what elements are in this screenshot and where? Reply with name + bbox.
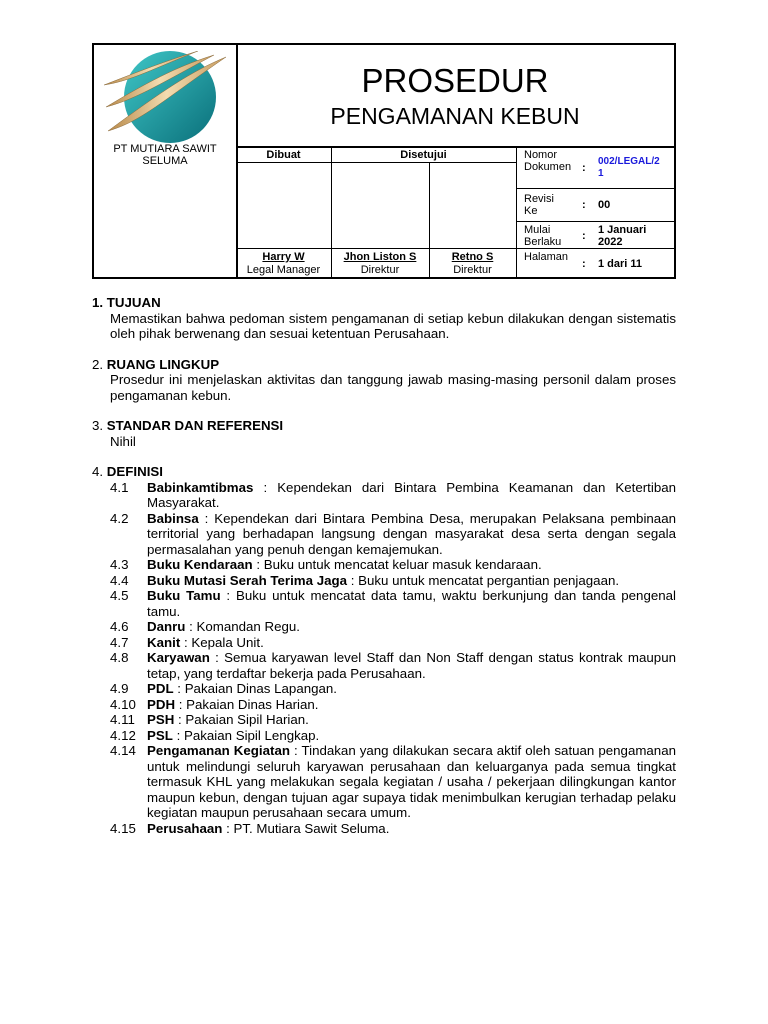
definition-item (110, 573, 676, 589)
section-text: Memastikan bahwa pedoman sistem pengamanan di setiap kebun dilakukan dengan sistematis oleh pihak berwenang dan sesuai ketentuan Perusahaan. (110, 310, 676, 341)
doc-number: 002/LEGAL/21 (598, 156, 660, 179)
definition-item (110, 557, 676, 573)
definition-number: 4.14 (110, 743, 136, 758)
definition-item (110, 635, 676, 651)
definition-term: Danru (147, 619, 186, 634)
definition-text (147, 573, 676, 589)
definition-desc: : Komandan Regu. (185, 619, 300, 634)
signer-role: Direktur (360, 264, 400, 276)
page-subtitle: PENGAMANAN KEBUN (330, 103, 580, 129)
page-title: PROSEDUR (361, 62, 549, 99)
definition-desc: : Semua karyawan level Staff dan Non Staff dengan status kontrak maupun tetap, yang terdaftar bekerja pada Perusahaan. (147, 650, 676, 681)
definition-term: Babinsa (147, 510, 199, 526)
definition-number: 4.4 (110, 572, 129, 588)
definition-term: PDL (147, 681, 174, 696)
section-title: 1. TUJUAN (92, 295, 161, 310)
definition-number: 4.6 (110, 619, 129, 634)
definition-number: 4.10 (110, 696, 136, 712)
meta-colon: : (582, 162, 586, 174)
approved-label: Disetujui (400, 149, 447, 161)
effective-date: 1 Januari 2022 (598, 224, 647, 248)
company-logo-icon (102, 51, 226, 143)
definition-item (110, 697, 676, 713)
definition-text (147, 480, 676, 511)
title-cell (236, 45, 674, 148)
definition-text (147, 511, 676, 558)
definition-term: PDH (147, 696, 176, 712)
definition-text (147, 697, 676, 713)
definition-desc: : Kepala Unit. (180, 634, 264, 650)
definition-desc: : Buku untuk mencatat data tamu, waktu berkunjung dan tanda pengenal tamu. (147, 588, 676, 619)
section-title: 4. DEFINISI (92, 464, 163, 479)
definition-number: 4.2 (110, 510, 129, 526)
definition-number: 4.8 (110, 650, 129, 665)
meta-label: Halaman (524, 251, 569, 263)
definition-term: PSH (147, 712, 175, 727)
definition-desc: : Pakaian Dinas Harian. (175, 696, 319, 712)
made-label: Dibuat (266, 149, 301, 161)
signer-name: Jhon Liston S (343, 251, 417, 263)
definition-text (147, 681, 676, 697)
document-header (92, 43, 676, 279)
definition-item (110, 650, 676, 681)
definition-term: Pengamanan Kegiatan (147, 743, 290, 758)
document-body (92, 295, 676, 836)
definition-item (110, 480, 676, 511)
definition-item (110, 588, 676, 619)
definition-desc: : Buku untuk mencatat pergantian penjagaan. (347, 572, 620, 588)
definition-term: Buku Mutasi Serah Terima Jaga (147, 572, 348, 588)
definition-text (147, 712, 676, 728)
meta-colon: : (582, 230, 586, 242)
meta-label: Mulai Berlaku (524, 224, 562, 248)
definition-desc: : PT. Mutiara Sawit Seluma. (222, 820, 390, 836)
definition-number: 4.11 (110, 712, 135, 727)
definition-term: Babinkamtibmas (147, 479, 254, 495)
definition-list (92, 480, 676, 837)
section-title: 2. RUANG LINGKUP (92, 356, 220, 372)
definition-item (110, 681, 676, 697)
definition-term: Perusahaan (147, 820, 223, 836)
grid-line (516, 248, 674, 249)
logo-cell (94, 45, 238, 277)
definition-number: 4.9 (110, 681, 129, 696)
definition-text (147, 619, 676, 635)
definition-text (147, 743, 676, 821)
definition-number: 4.5 (110, 588, 129, 603)
definition-term: Buku Kendaraan (147, 557, 253, 572)
definition-desc: : Pakaian Sipil Harian. (174, 712, 309, 727)
definition-item (110, 821, 676, 837)
definition-term: PSL (147, 727, 173, 743)
revision-value: 00 (598, 199, 611, 211)
definition-desc: : Buku untuk mencatat keluar masuk kendaraan. (252, 557, 542, 572)
page-number: 1 dari 11 (598, 258, 643, 270)
signer-role: Direktur (453, 264, 492, 276)
signer-role: Legal Manager (246, 264, 321, 276)
definition-term: Kanit (147, 634, 181, 650)
definition-text (147, 728, 676, 744)
grid-line (516, 221, 674, 222)
definition-text (147, 588, 676, 619)
section-title: 3. STANDAR DAN REFERENSI (92, 418, 284, 433)
grid-line (236, 248, 516, 249)
definition-term: Buku Tamu (147, 588, 221, 603)
definition-number: 4.3 (110, 557, 129, 572)
definition-text (147, 821, 676, 837)
definition-desc: : Kependekan dari Bintara Pembina Desa, merupakan Pelaksana pembinaan territorial yang berhadapan langsung dengan masyarakat desa serta dengan segala permasalahan yang penuh dengan kemajemukan. (147, 510, 676, 557)
definition-number: 4.7 (110, 634, 129, 650)
definition-desc: : Pakaian Dinas Lapangan. (173, 681, 337, 696)
grid-line (236, 162, 516, 163)
definition-item (110, 619, 676, 635)
definition-item (110, 712, 676, 728)
definition-term: Karyawan (147, 650, 210, 665)
definition-desc: : Tindakan yang dilakukan secara aktif oleh satuan pengamanan untuk melindungi seluruh karyawan perusahaan dan keluarganya pada semua tingkat termasuk KHL yang melakukan segala kegiatan / usaha / pekerjaan dilingkungan kantor maupun kebun, dengan tujuan agar supaya tidak menimbulkan kerugian terhadap pelaku kegiatan maupun perusahaan secara umum. (147, 743, 676, 820)
definition-item (110, 743, 676, 821)
grid-line (516, 146, 517, 277)
meta-label: Revisi Ke (524, 193, 554, 217)
definition-number: 4.1 (110, 479, 129, 495)
definition-number: 4.15 (110, 820, 136, 836)
signer-name: Retno S (451, 251, 494, 263)
section-text: Nihil (110, 433, 136, 449)
definition-text (147, 557, 676, 573)
signer-name: Harry W (262, 251, 305, 263)
meta-colon: : (582, 199, 586, 211)
section-text: Prosedur ini menjelaskan aktivitas dan tanggung jawab masing-masing personil dalam proses pengamanan kebun. (110, 372, 676, 403)
definition-desc: : Pakaian Sipil Lengkap. (172, 727, 320, 743)
definition-desc: : Kependekan dari Bintara Pembina Keamanan dan Ketertiban Masyarakat. (147, 479, 676, 510)
definition-text (147, 650, 676, 681)
definition-text (147, 635, 676, 651)
definition-item (110, 511, 676, 558)
definition-item (110, 728, 676, 744)
company-name: PT MUTIARA SAWIT SELUMA (113, 143, 217, 167)
definition-number: 4.12 (110, 727, 136, 743)
grid-line (516, 188, 674, 189)
meta-label: Nomor Dokumen (524, 149, 572, 173)
meta-colon: : (582, 258, 586, 270)
